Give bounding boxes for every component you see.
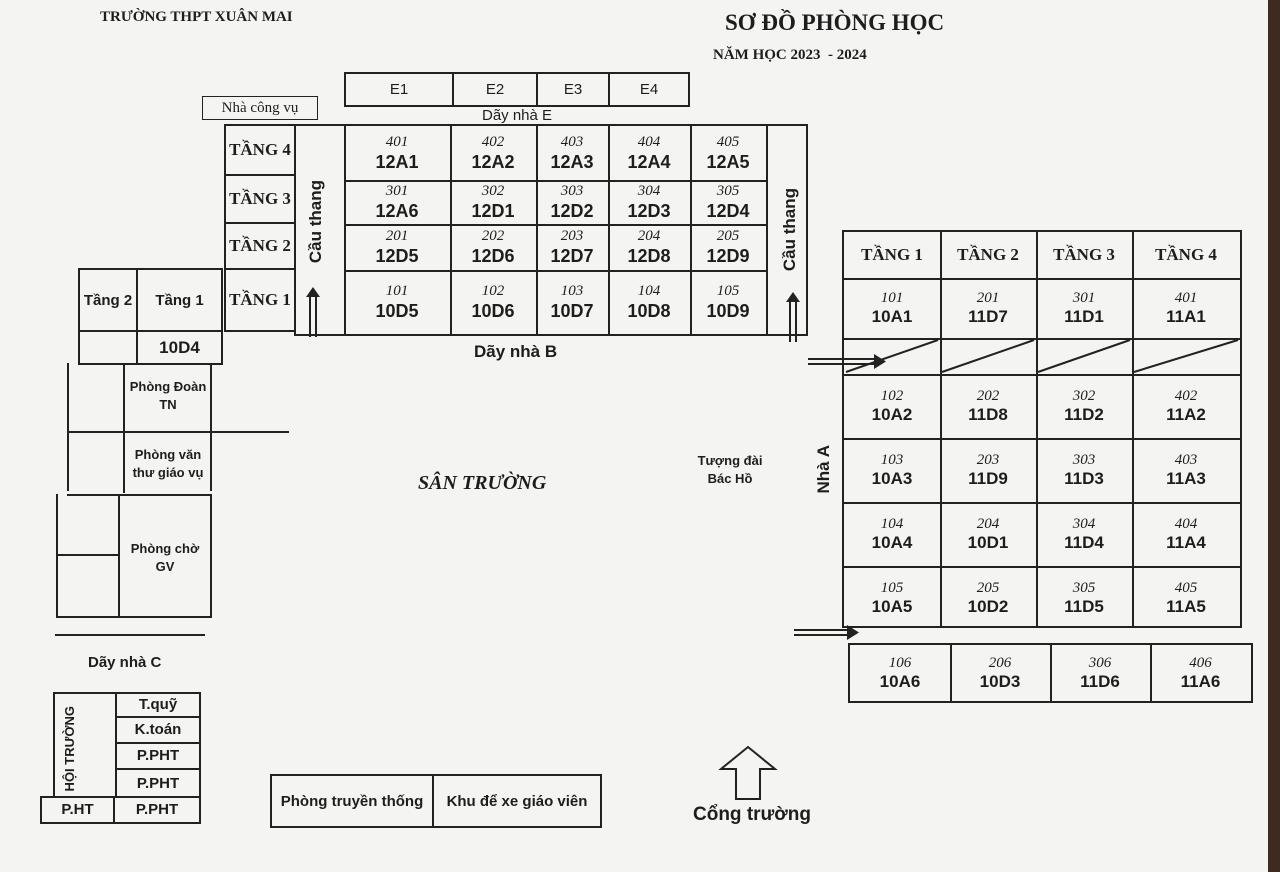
room-number: 402 (481, 133, 505, 150)
gate-arrow-icon (718, 745, 778, 801)
room-number: 405 (716, 133, 740, 150)
class-name: 10A3 (871, 468, 913, 488)
tang1-header: Tầng 1 (155, 291, 204, 309)
room-number: 104 (880, 515, 904, 532)
grid-line (766, 126, 768, 334)
room-number: 105 (716, 282, 740, 299)
room-number: 106 (888, 654, 912, 671)
class-name: 10D2 (967, 596, 1009, 616)
class-name: 11A1 (1166, 306, 1206, 326)
room-a-cell (1036, 566, 1132, 630)
room-number: 202 (481, 227, 505, 244)
nha-a-floor-header: TẦNG 4 (1155, 245, 1217, 264)
room-number: 304 (1072, 515, 1096, 532)
room-number: 102 (880, 387, 904, 404)
room-number: 203 (560, 227, 584, 244)
room-e4: E4 (639, 81, 659, 98)
room-k-toan: K.toán (117, 718, 199, 744)
nha-a-block (842, 230, 1242, 628)
room-number: 201 (385, 227, 409, 244)
room-b-cell (344, 180, 450, 224)
room-e1: E1 (346, 74, 454, 105)
room-number: 301 (1072, 289, 1096, 306)
nha-a-floor-header: TẦNG 1 (861, 245, 923, 264)
class-name: 12D9 (706, 245, 750, 266)
pht-row (40, 796, 201, 824)
room-10d4-row (78, 330, 223, 365)
room-number: 403 (560, 133, 584, 150)
room-a-cell (844, 278, 940, 338)
room-number: 302 (481, 182, 505, 199)
room-p-pht-2: P.PHT (136, 775, 180, 792)
room-t-quy: T.quỹ (117, 694, 199, 718)
room-b-cell (344, 224, 450, 270)
room-a-extra-cell (950, 645, 1050, 701)
class-name: 12D4 (706, 200, 750, 221)
room-a-extra-cell (1150, 645, 1251, 701)
day-e-label: Dãy nhà E (482, 107, 553, 124)
phong-doan-tn: Phòng Đoàn TN (129, 379, 207, 412)
class-name: 11D3 (1064, 468, 1104, 488)
class-name: 11D9 (968, 468, 1008, 488)
room-number: 401 (385, 133, 409, 150)
room-number: 303 (1072, 451, 1096, 468)
tuong-dai-label: Tượng đài Bác Hồ (697, 453, 763, 486)
room-number: 103 (560, 282, 584, 299)
nha-a-floor-header: TẦNG 2 (957, 245, 1019, 264)
class-name: 10D9 (706, 300, 750, 321)
class-name: 10D5 (375, 300, 419, 321)
page-title: SƠ ĐỒ PHÒNG HỌC (725, 10, 945, 35)
nha-cong-vu-label: Nhà công vụ (221, 99, 299, 116)
room-a-cell (1036, 502, 1132, 566)
room-number: 103 (880, 451, 904, 468)
stair-right-arrow-icon (780, 290, 810, 345)
room-a-cell (1132, 438, 1240, 502)
class-name: 11A3 (1166, 468, 1206, 488)
room-e2: E2 (454, 74, 538, 105)
day-c-header (78, 268, 223, 332)
school-year: NĂM HỌC 2023 - 2024 (713, 47, 867, 63)
day-b-block (294, 124, 808, 336)
class-name: 12D1 (471, 200, 515, 221)
room-b-cell (344, 270, 450, 334)
class-name: 12A3 (550, 151, 594, 172)
room-number: 304 (637, 182, 661, 199)
class-name: 11D5 (1064, 596, 1104, 616)
room-a-cell (1132, 374, 1240, 438)
class-name: 10A4 (871, 532, 913, 552)
room-number: 203 (976, 451, 1000, 468)
room-number: 204 (976, 515, 1000, 532)
room-number: 305 (1072, 579, 1096, 596)
room-number: 101 (385, 282, 409, 299)
room-b-cell (690, 126, 766, 180)
class-name: 11D4 (1064, 532, 1104, 552)
room-a-extra-cell (850, 645, 950, 701)
room-number: 305 (716, 182, 740, 199)
room-a-cell (1036, 278, 1132, 338)
class-name: 12D6 (471, 245, 515, 266)
nha-a-floor-header: TẦNG 3 (1053, 245, 1115, 264)
room-b-cell (536, 270, 608, 334)
room-number: 306 (1088, 654, 1112, 671)
class-name: 12D7 (550, 245, 594, 266)
room-p-ht: P.HT (42, 798, 115, 822)
phong-van-thu: Phòng văn thư giáo vụ (132, 447, 204, 480)
class-name: 12D2 (550, 200, 594, 221)
room-b-cell (344, 126, 450, 180)
room-number: 404 (637, 133, 661, 150)
room-a-cell (940, 566, 1036, 630)
stair-right-label: Cầu thang (780, 188, 799, 272)
room-b-cell (450, 224, 536, 270)
room-a-cell (940, 502, 1036, 566)
floor-label-3: TẦNG 3 (226, 176, 294, 224)
entry-arrow-bottom-icon (792, 621, 862, 643)
room-b-cell (608, 180, 690, 224)
room-a-cell (844, 502, 940, 566)
class-name: 12A1 (375, 151, 419, 172)
class-name: 12D8 (627, 245, 671, 266)
cong-truong-label: Cổng trường (693, 804, 812, 825)
room-b-cell (690, 224, 766, 270)
class-name: 10A2 (871, 404, 913, 424)
san-truong-label: SÂN TRƯỜNG (418, 472, 547, 494)
class-name: 10D6 (471, 300, 515, 321)
nha-cong-vu-box (202, 96, 318, 120)
phong-cho-gv: Phòng chờ GV (130, 541, 200, 574)
floor-label-2: TẦNG 2 (226, 224, 294, 270)
room-a-cell (940, 278, 1036, 338)
class-name: 10A5 (871, 596, 913, 616)
hoi-truong-label: HỘI TRƯỜNG (62, 706, 77, 792)
room-b-cell (536, 180, 608, 224)
class-name: 10D7 (550, 300, 594, 321)
class-name: 11A2 (1166, 404, 1206, 424)
room-number: 405 (1174, 579, 1198, 596)
room-b-cell (690, 270, 766, 334)
room-b-cell (608, 224, 690, 270)
tang2-header: Tầng 2 (80, 270, 138, 330)
class-name: 11D7 (968, 306, 1008, 326)
bottom-rooms (270, 774, 602, 828)
class-name: 11D6 (1080, 671, 1120, 691)
room-p-pht-1: P.PHT (117, 744, 199, 770)
room-b-cell (536, 224, 608, 270)
room-p-pht-3: P.PHT (135, 801, 179, 818)
room-number: 104 (637, 282, 661, 299)
phong-truyen-thong: Phòng truyền thống (272, 776, 434, 826)
class-name: 11D2 (1064, 404, 1104, 424)
room-b-cell (608, 126, 690, 180)
room-number: 403 (1174, 451, 1198, 468)
school-name: TRƯỜNG THPT XUÂN MAI (100, 9, 293, 25)
floor-label-4: TẦNG 4 (226, 126, 294, 176)
room-number: 401 (1174, 289, 1198, 306)
room-number: 406 (1189, 654, 1212, 671)
class-name: 11D8 (968, 404, 1008, 424)
class-name: 10D1 (967, 532, 1009, 552)
room-b-cell (450, 180, 536, 224)
room-number: 205 (716, 227, 740, 244)
khu-de-xe: Khu để xe giáo viên (446, 792, 588, 810)
room-number: 105 (880, 579, 904, 596)
class-name: 11D1 (1064, 306, 1104, 326)
room-a-cell (940, 438, 1036, 502)
floor-label-1: TẦNG 1 (229, 290, 291, 309)
room-10d4: 10D4 (159, 337, 200, 357)
room-a-cell (844, 374, 940, 438)
nha-a-extra-row (848, 643, 1253, 703)
room-number: 302 (1072, 387, 1096, 404)
class-name: 12D5 (375, 245, 419, 266)
stair-left-label: Cầu thang (306, 180, 325, 264)
class-name: 11A6 (1180, 671, 1221, 691)
room-number: 101 (880, 289, 904, 306)
room-b-cell (608, 270, 690, 334)
class-name: 10A6 (879, 671, 921, 691)
class-name: 12A4 (627, 151, 671, 172)
room-number: 404 (1174, 515, 1198, 532)
room-a-cell (844, 438, 940, 502)
room-b-cell (450, 270, 536, 334)
room-a-cell (1132, 502, 1240, 566)
class-name: 10D3 (979, 671, 1021, 691)
entry-arrow-top-icon (806, 350, 888, 372)
class-name: 12A5 (706, 151, 750, 172)
room-b-cell (536, 126, 608, 180)
class-name: 11A5 (1166, 596, 1206, 616)
room-number: 206 (988, 654, 1012, 671)
class-name: 12A2 (471, 151, 515, 172)
room-number: 301 (385, 182, 409, 199)
room-number: 402 (1174, 387, 1198, 404)
day-b-label: Dãy nhà B (474, 342, 558, 361)
room-number: 205 (976, 579, 1000, 596)
class-name: 10A1 (871, 306, 913, 326)
day-e-block (344, 72, 690, 107)
room-b-cell (690, 180, 766, 224)
nha-a-label: Nhà A (814, 445, 833, 494)
room-number: 204 (637, 227, 661, 244)
stair-left-arrow-icon (300, 285, 330, 340)
room-e3: E3 (538, 74, 610, 105)
room-number: 202 (976, 387, 1000, 404)
class-name: 11A4 (1166, 532, 1206, 552)
room-number: 102 (481, 282, 505, 299)
room-a-cell (940, 374, 1036, 438)
class-name: 10D8 (627, 300, 671, 321)
corridor-hatch (844, 338, 1240, 374)
class-name: 12D3 (627, 200, 671, 221)
room-number: 303 (560, 182, 584, 199)
room-a-cell (1132, 566, 1240, 630)
room-a-cell (1036, 438, 1132, 502)
room-a-extra-cell (1050, 645, 1150, 701)
room-b-cell (450, 126, 536, 180)
day-c-label: Dãy nhà C (88, 654, 162, 671)
day-b-floor-labels (224, 124, 296, 332)
room-a-cell (1036, 374, 1132, 438)
class-name: 12A6 (375, 200, 419, 221)
room-a-cell (1132, 278, 1240, 338)
room-number: 201 (976, 289, 1000, 306)
